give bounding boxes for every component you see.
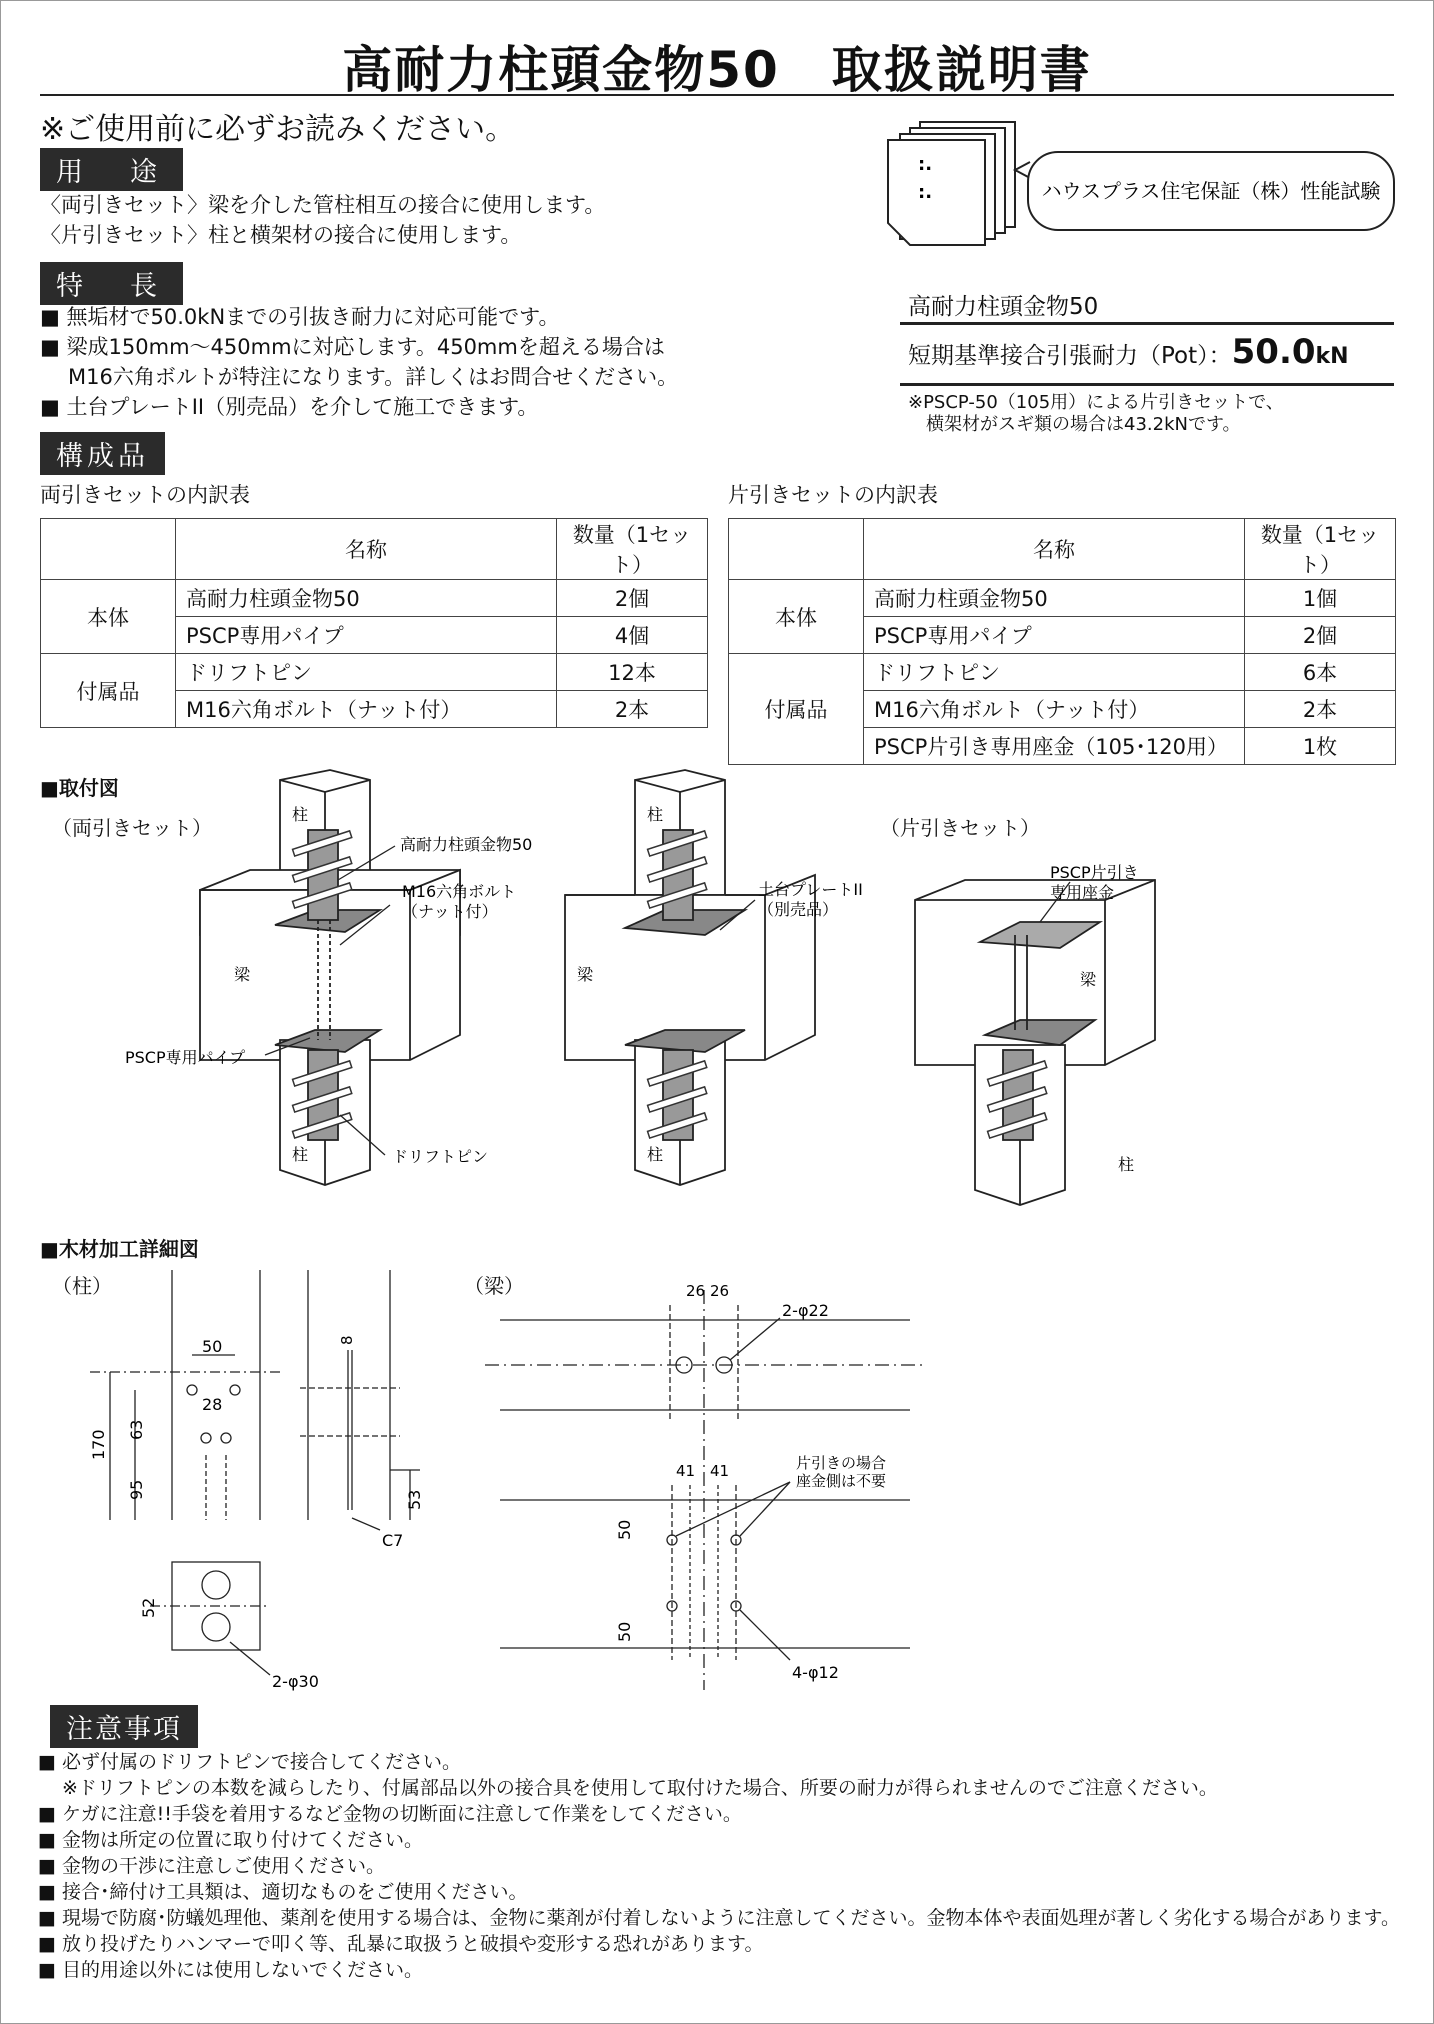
caution-item: ■ ケガに注意!!手袋を着用するなど金物の切断面に注意して作業をしてください。	[38, 1801, 1408, 1827]
double-set-table	[40, 518, 708, 728]
col-label-lower: 柱	[292, 1145, 309, 1164]
double-set-label: （両引きセット）	[52, 816, 212, 840]
dim-50a: 50	[615, 1519, 634, 1540]
lbl-plate-2: （別売品）	[758, 900, 839, 919]
part-name: M16六角ボルト（ナット付）	[864, 691, 1245, 728]
dim-170: 170	[89, 1429, 108, 1460]
double-table-caption: 両引きセットの内訳表	[40, 483, 250, 507]
usage-line: 〈片引きセット〉柱と横架材の接合に使用します。	[40, 223, 522, 247]
page-title: 高耐力柱頭金物50 取扱説明書	[342, 41, 1092, 99]
part-name: ドリフトピン	[176, 654, 557, 691]
feature-item: ■ 土台プレートII（別売品）を介して施工できます。	[40, 392, 678, 422]
part-qty: 4個	[557, 617, 708, 654]
single-set-table	[728, 518, 1396, 765]
part-qty: 1個	[1245, 580, 1396, 617]
group-body: 本体	[41, 580, 176, 654]
part-name: M16六角ボルト（ナット付）	[176, 691, 557, 728]
beam-note-2: 座金側は不要	[796, 1472, 887, 1490]
part-qty: 1枚	[1245, 728, 1396, 765]
dim-c7: C7	[382, 1531, 404, 1550]
feature-item: ■ 無垢材で50.0kNまでの引抜き耐力に対応可能です。	[40, 302, 678, 332]
part-qty: 2個	[557, 580, 708, 617]
col-label-upper-2: 柱	[647, 805, 664, 824]
components-heading: 構成品	[40, 432, 165, 475]
dim-26b: 26	[710, 1282, 730, 1300]
cert-graphic	[880, 118, 1400, 248]
single-table-caption: 片引きセットの内訳表	[728, 483, 938, 507]
part-name: PSCP専用パイプ	[864, 617, 1245, 654]
part-qty: 12本	[557, 654, 708, 691]
title-rule	[40, 94, 1394, 96]
col-label-lower-2: 柱	[647, 1145, 664, 1164]
usage-heading: 用 途	[40, 148, 183, 191]
part-qty: 2個	[1245, 617, 1396, 654]
group-accessory: 付属品	[729, 654, 864, 765]
col-header-name: 名称	[864, 519, 1245, 580]
column-end-view	[150, 1562, 270, 1675]
beam-label-2: 梁	[577, 965, 594, 984]
lbl-pin: ドリフトピン	[392, 1147, 489, 1166]
read-notice: ※ご使用前に必ずお読みください。	[40, 112, 516, 147]
cautions-list	[38, 1749, 1408, 1983]
cautions-heading: 注意事項	[50, 1705, 198, 1748]
col-header-name: 名称	[176, 519, 557, 580]
strength-note	[908, 392, 1284, 436]
beam-note-1: 片引きの場合	[796, 1454, 887, 1472]
group-body: 本体	[729, 580, 864, 654]
part-qty: 6本	[1245, 654, 1396, 691]
single-set-label: （片引きセット）	[880, 816, 1040, 840]
features-heading: 特 長	[40, 262, 183, 305]
beam-side-view	[500, 1482, 910, 1660]
part-name: PSCP片引き専用座金（105･120用）	[864, 728, 1245, 765]
col-label-upper: 柱	[292, 805, 309, 824]
dim-95: 95	[127, 1479, 146, 1500]
hole-12: 4-φ12	[792, 1663, 839, 1682]
feature-item: ■ 梁成150mm～450mmに対応します。450mmを超える場合は	[40, 332, 678, 362]
detail-diagram	[90, 1260, 950, 1700]
dim-50b: 50	[615, 1621, 634, 1642]
hole-30: 2-φ30	[272, 1672, 319, 1691]
lbl-hardware: 高耐力柱頭金物50	[400, 835, 533, 854]
lbl-washer-1: PSCP片引き	[1050, 863, 1139, 882]
strength-rule-top	[900, 322, 1394, 325]
column-side-view	[300, 1270, 420, 1530]
usage-text	[40, 190, 605, 250]
document-stack-icon	[888, 122, 1015, 245]
caution-item: ■ 放り投げたりハンマーで叩く等、乱暴に取扱うと破損や変形する恐れがあります。	[38, 1931, 1408, 1957]
dim-41b: 41	[710, 1462, 730, 1480]
dim-50: 50	[202, 1337, 223, 1356]
strength-value: 50.0	[1231, 332, 1316, 372]
doc-mark-2: :.	[918, 182, 933, 203]
dim-26a: 26	[686, 1282, 706, 1300]
caution-note: ※ドリフトピンの本数を減らしたり、付属部品以外の接合具を使用して取付けた場合、所要の耐力が得られませんのでご注意ください。	[62, 1777, 1218, 1799]
detail-heading: ■木材加工詳細図	[40, 1237, 199, 1261]
lbl-bolt-1: M16六角ボルト	[402, 882, 517, 901]
dim-63: 63	[127, 1419, 146, 1440]
part-name: PSCP専用パイプ	[176, 617, 557, 654]
col-label-lower-3: 柱	[1118, 1155, 1135, 1174]
feature-item: M16六角ボルトが特注になります。詳しくはお問合せください。	[68, 365, 679, 389]
caution-item: ■ 金物の干渉に注意しご使用ください。	[38, 1853, 1408, 1879]
strength-note-line: 横架材がスギ類の場合は43.2kNです。	[908, 414, 1241, 435]
dim-28: 28	[202, 1395, 223, 1414]
lbl-washer-2: 専用座金	[1050, 883, 1115, 902]
col-detail-label: （柱）	[52, 1274, 112, 1298]
dim-52: 52	[139, 1597, 158, 1618]
caution-item: ■ 必ず付属のドリフトピンで接合してください。	[38, 1749, 1408, 1775]
dim-53: 53	[405, 1489, 424, 1510]
beam-label: 梁	[234, 965, 251, 984]
col-header-empty	[41, 519, 176, 580]
usage-line: 〈両引きセット〉梁を介した管柱相互の接合に使用します。	[40, 193, 606, 217]
lbl-bolt-2: （ナット付）	[402, 902, 498, 921]
group-accessory: 付属品	[41, 654, 176, 728]
strength-label: 短期基準接合引張耐力（Pot）：	[908, 343, 1232, 369]
baseplate-assembly	[565, 770, 815, 1185]
part-name: 高耐力柱頭金物50	[864, 580, 1245, 617]
part-name: 高耐力柱頭金物50	[176, 580, 557, 617]
dim-8: 8	[338, 1335, 356, 1345]
part-name: ドリフトピン	[864, 654, 1245, 691]
part-qty: 2本	[1245, 691, 1396, 728]
caution-item: ■ 現場で防腐･防蟻処理他、薬剤を使用する場合は、金物に薬剤が付着しないように注意してください。金物本体や表面処理が著しく劣化する場合があります。	[38, 1905, 1408, 1931]
strength-note-line: ※PSCP-50（105用）による片引きセットで、	[908, 392, 1284, 413]
col-header-qty: 数量（1セット）	[557, 519, 708, 580]
cert-label: ハウスプラス住宅保証（株）性能試験	[1041, 179, 1381, 203]
strength-rule-bottom	[900, 383, 1394, 386]
beam-label-3: 梁	[1080, 970, 1097, 989]
mounting-heading: ■取付図	[40, 776, 119, 800]
lbl-plate-1: 土台プレートII	[758, 880, 863, 899]
strength-unit: kN	[1315, 344, 1349, 369]
hole-22: 2-φ22	[782, 1301, 829, 1320]
caution-item: ■ 金物は所定の位置に取り付けてください。	[38, 1827, 1408, 1853]
caution-item: ■ 目的用途以外には使用しないでください。	[38, 1957, 1408, 1983]
column-front-view	[90, 1270, 280, 1520]
col-header-qty: 数量（1セット）	[1245, 519, 1396, 580]
strength-line	[908, 332, 1349, 372]
caution-item: ■ 接合･締付け工具類は、適切なものをご使用ください。	[38, 1879, 1408, 1905]
beam-detail-label: （梁）	[464, 1274, 524, 1298]
dim-41a: 41	[676, 1462, 696, 1480]
beam-top-view	[485, 1290, 925, 1690]
strength-product: 高耐力柱頭金物50	[908, 294, 1099, 320]
col-header-empty	[729, 519, 864, 580]
features-list	[40, 302, 678, 422]
lbl-pipe: PSCP専用パイプ	[125, 1048, 246, 1067]
part-qty: 2本	[557, 691, 708, 728]
doc-mark-1: :.	[918, 154, 933, 175]
